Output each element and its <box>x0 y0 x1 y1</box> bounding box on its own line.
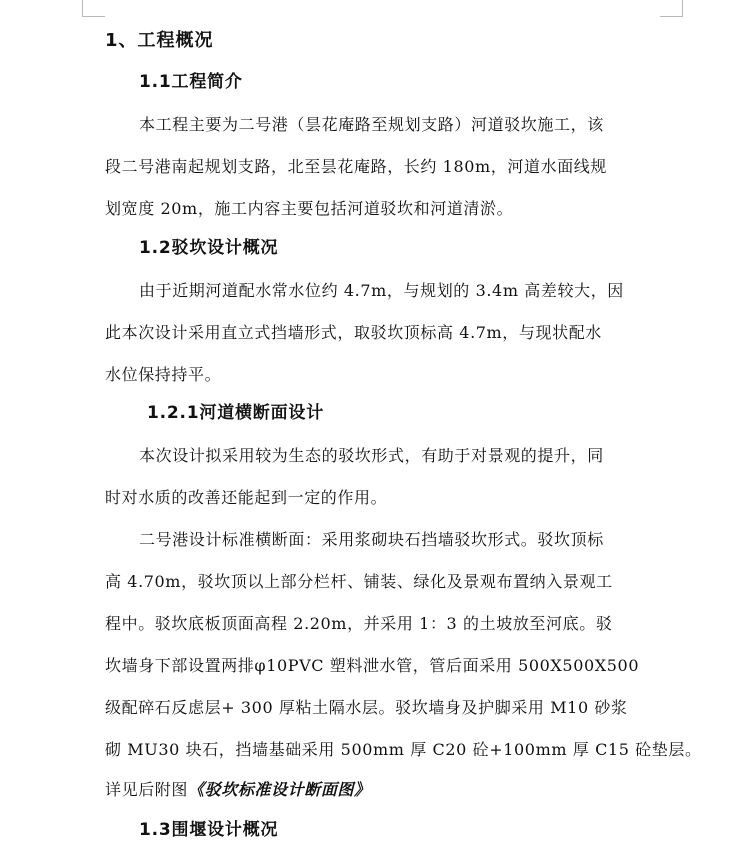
paragraph-line: 由于近期河道配水常水位约 4.7m，与规划的 3.4m 高差较大，因 <box>139 281 624 300</box>
heading-1-1: 1.1工程简介 <box>139 72 243 92</box>
page-corner-mark-right <box>660 0 683 17</box>
paragraph-line: 高 4.70m，驳坎顶以上部分栏杆、铺装、绿化及景观布置纳入景观工 <box>105 572 613 591</box>
paragraph-line: 划宽度 20m，施工内容主要包括河道驳坎和河道清淤。 <box>105 199 514 218</box>
figure-reference-title: 《驳坎标准设计断面图》 <box>188 780 371 799</box>
paragraph-line: 此本次设计采用直立式挡墙形式，取驳坎顶标高 4.7m，与现状配水 <box>105 323 602 342</box>
figure-reference-line <box>105 780 371 800</box>
paragraph-line: 时对水质的改善还能起到一定的作用。 <box>105 488 388 507</box>
paragraph-line: 二号港设计标准横断面：采用浆砌块石挡墙驳坎形式。驳坎顶标 <box>139 530 604 549</box>
page-corner-mark-left <box>82 0 105 17</box>
paragraph-line: 本工程主要为二号港（昙花庵路至规划支路）河道驳坎施工，该 <box>139 115 604 134</box>
heading-1-2: 1.2驳坎设计概况 <box>139 238 279 258</box>
paragraph-line: 段二号港南起规划支路，北至昙花庵路，长约 180m，河道水面线规 <box>105 157 607 176</box>
paragraph-line: 级配碎石反虑层+ 300 厚粘土隔水层。驳坎墙身及护脚采用 M10 砂浆 <box>105 698 628 717</box>
heading-1-3: 1.3围堰设计概况 <box>139 820 279 840</box>
heading-1-2-1: 1.2.1河道横断面设计 <box>147 403 325 423</box>
heading-1: 1、工程概况 <box>105 30 214 51</box>
paragraph-line: 本次设计拟采用较为生态的驳坎形式，有助于对景观的提升，同 <box>139 446 604 465</box>
paragraph-line: 程中。驳坎底板顶面高程 2.20m，并采用 1：3 的土坡放至河底。驳 <box>105 614 613 633</box>
paragraph-line: 水位保持持平。 <box>105 365 222 384</box>
paragraph-line: 砌 MU30 块石，挡墙基础采用 500mm 厚 C20 砼+100mm 厚 C15 砼垫层。 <box>105 740 702 759</box>
figure-reference-prefix: 详见后附图 <box>105 780 189 799</box>
paragraph-line: 坎墙身下部设置两排φ10PVC 塑料泄水管，管后面采用 500X500X500 <box>105 656 640 675</box>
